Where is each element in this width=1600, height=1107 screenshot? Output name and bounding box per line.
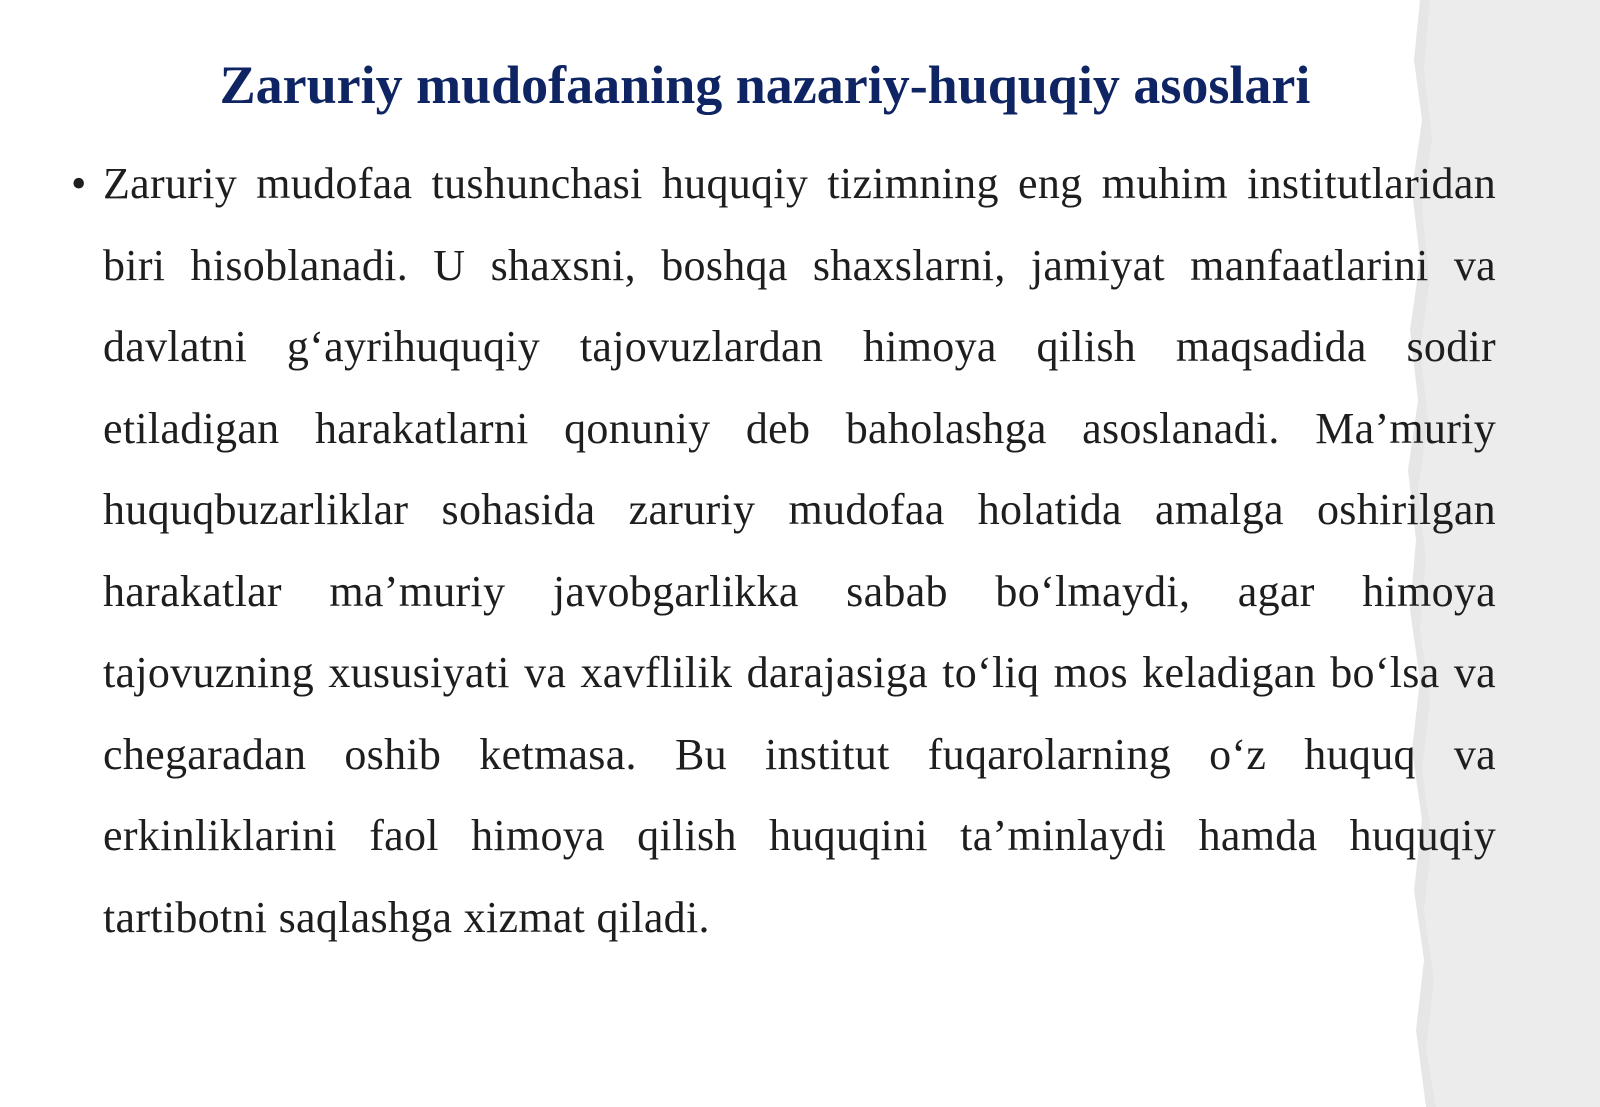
bullet-text: Zaruriy mudofaa tushunchasi huquqiy tizimning eng muhim institutlaridan biri hisoblanadi. U shaxsni, boshqa shaxslarni, jamiyat manfaatlarini va davlatni g‘ayrihuquqiy tajovuzlardan himoya qilish maqsadida sodir etiladigan harakatlarni qonuniy deb baholashga asoslanadi. Ma’muriy huquqbuzarliklar sohasida zaruriy mudofaa holatida amalga oshirilgan harakatlar ma’muriy javobgarlikka sabab bo‘lmaydi, agar himoya tajovuzning xususiyati va xavflilik darajasiga to‘liq mos keladigan bo‘lsa va chegaradan oshib ketmasa. Bu institut fuqarolarning o‘z huquq va erkinliklarini faol himoya qilish huquqini ta’minlaydi hamda huquqiy tartibotni saqlashga xizmat qiladi.	[103, 159, 1496, 942]
bullet-item	[68, 143, 1496, 958]
bullet-list	[68, 143, 1496, 958]
slide-title: Zaruriy mudofaaning nazariy-huquqiy asoslari	[219, 55, 1311, 115]
bullet-dot-icon: •	[71, 159, 87, 208]
